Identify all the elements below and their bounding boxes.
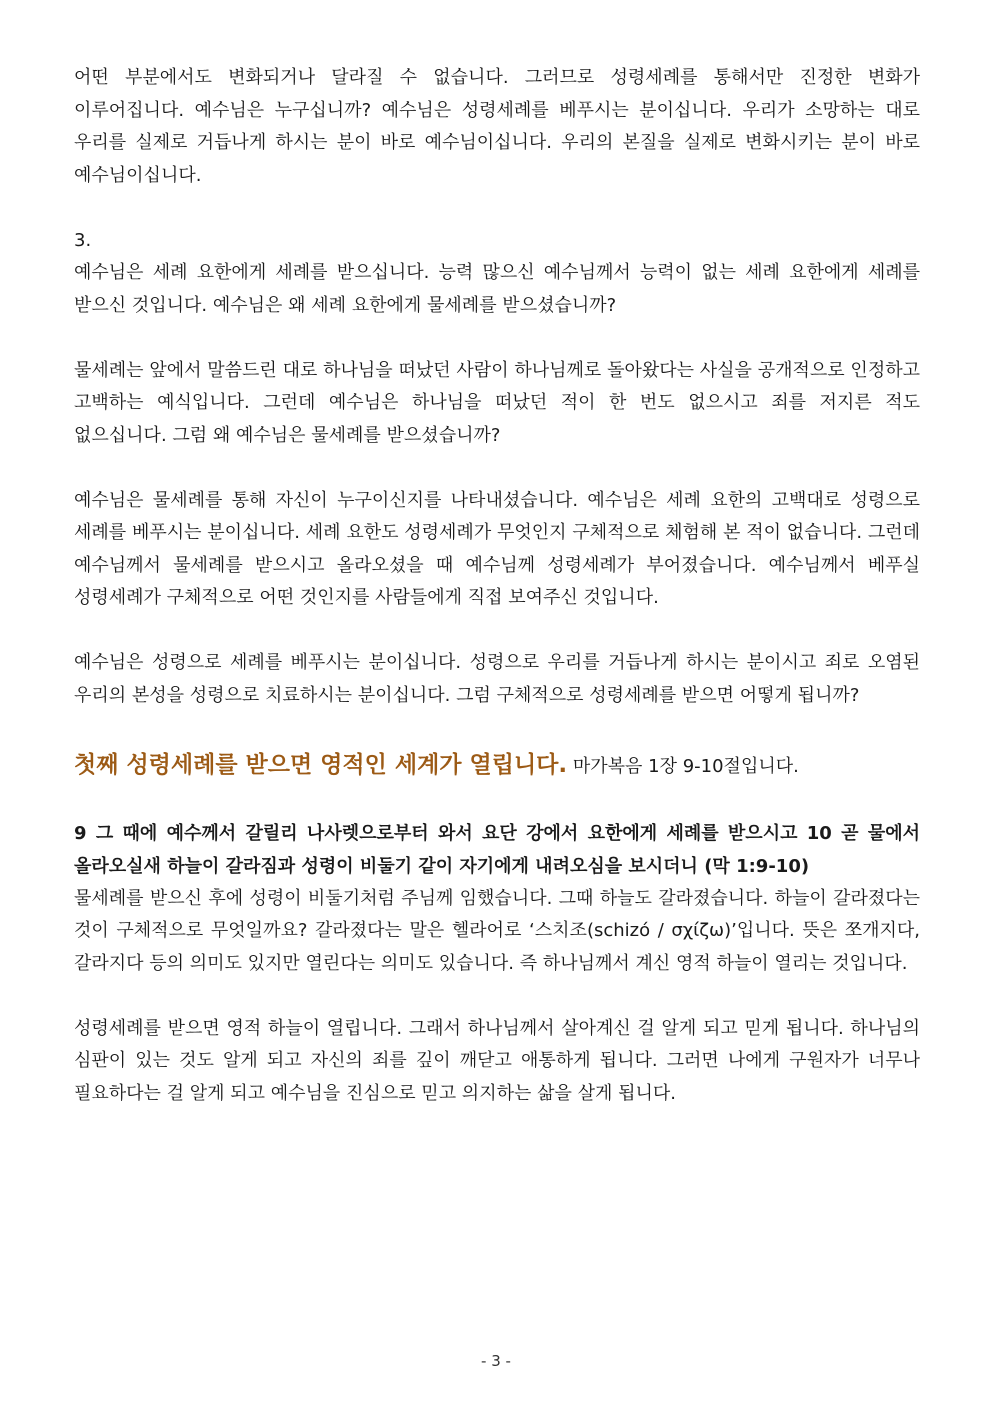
page-number: - 3 - — [481, 1352, 511, 1370]
scripture-reference: 마가복음 1장 9-10절입니다. — [572, 755, 799, 777]
paragraph-4: 예수님은 물세례를 통해 자신이 누구이신지를 나타내셨습니다. 예수님은 세례 요한의 고백대로 성령으로 세례를 베푸시는 분이십니다. 세례 요한도 성령세례가 무엇인지 구체적으로 체험해 본 적이 없습니다. 그런데 예수님께서 물세례를 받으시고 올라오셨을 때 예수님께 성령세례가 부어졌습니다. 예수님께서 베푸실 성령세례가 구체적으로 어떤 것인지를 사람들에게 직접 보여주신 것입니다. — [74, 489, 920, 608]
section-heading: 첫째 성령세례를 받으면 영적인 세계가 열립니다. — [74, 751, 568, 778]
paragraph-1: 어떤 부분에서도 변화되거나 달라질 수 없습니다. 그러므로 성령세례를 통해서만 진정한 변화가 이루어집니다. 예수님은 누구십니까? 예수님은 성령세례를 베푸시는 분이십니다. 우리가 소망하는 대로 우리를 실제로 거듭나게 하시는 분이 바로 예수님이십니다. 우리의 본질을 실제로 변화시키는 분이 바로 예수님이십니다. — [74, 67, 920, 186]
paragraph-6: 물세례를 받으신 후에 성령이 비둘기처럼 주님께 임했습니다. 그때 하늘도 갈라졌습니다. 하늘이 갈라졌다는 것이 구체적으로 무엇일까요? 갈라졌다는 말은 헬라어로 ‘스치조(schizó / σχίζω)’입니다. 뜻은 쪼개지다, 갈라지다 등의 의미도 있지만 열린다는 의미도 있습니다. 즉 하나님께서 계신 영적 하늘이 열리는 것입니다. — [74, 887, 920, 974]
paragraph-5: 예수님은 성령으로 세례를 베푸시는 분이십니다. 성령으로 우리를 거듭나게 하시는 분이시고 죄로 오염된 우리의 본성을 성령으로 치료하시는 분이십니다. 그럼 구체적으로 성령세례를 받으면 어떻게 됩니까? — [74, 652, 920, 706]
section-number: 3. — [74, 229, 92, 251]
document-body — [74, 62, 920, 1110]
paragraph-2: 예수님은 세례 요한에게 세례를 받으십니다. 능력 많으신 예수님께서 능력이 없는 세례 요한에게 세례를 받으신 것입니다. 예수님은 왜 세례 요한에게 물세례를 받으셨습니까? — [74, 262, 920, 316]
section-heading-line — [74, 745, 920, 787]
paragraph-7: 성령세례를 받으면 영적 하늘이 열립니다. 그래서 하나님께서 살아계신 걸 알게 되고 믿게 됩니다. 하나님의 심판이 있는 것도 알게 되고 자신의 죄를 깊이 깨닫고 애통하게 됩니다. 그러면 나에게 구원자가 너무나 필요하다는 걸 알게 되고 예수님을 진심으로 믿고 의지하는 삶을 살게 됩니다. — [74, 1017, 920, 1104]
scripture-verse: 9 그 때에 예수께서 갈릴리 나사렛으로부터 와서 요단 강에서 요한에게 세례를 받으시고 10 곧 물에서 올라오실새 하늘이 갈라짐과 성령이 비둘기 같이 자기에게 내려오심을 보시더니 (막 1:9-10) — [74, 822, 920, 877]
paragraph-3: 물세례는 앞에서 말씀드린 대로 하나님을 떠났던 사람이 하나님께로 돌아왔다는 사실을 공개적으로 인정하고 고백하는 예식입니다. 그런데 예수님은 하나님을 떠났던 적이 한 번도 없으시고 죄를 저지른 적도 없으십니다. 그럼 왜 예수님은 물세례를 받으셨습니까? — [74, 359, 920, 446]
